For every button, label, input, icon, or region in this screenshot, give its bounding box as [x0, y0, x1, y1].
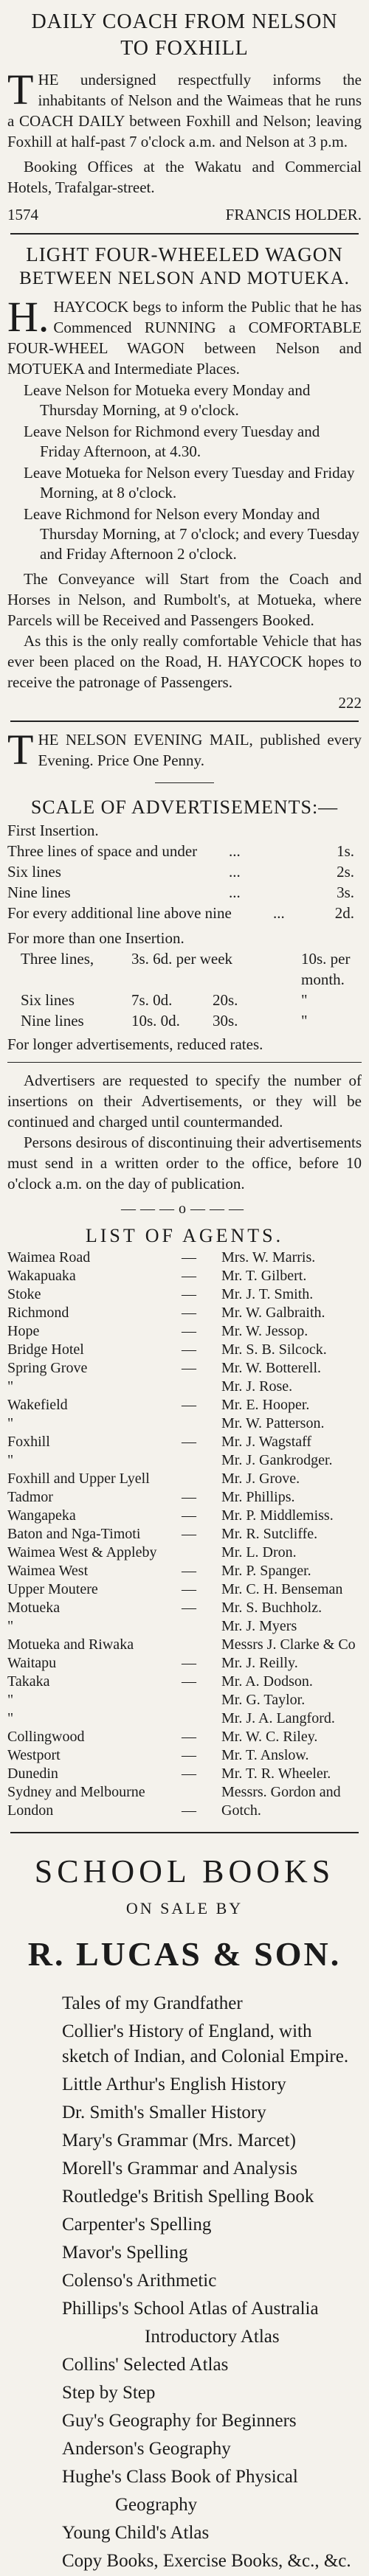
- wagon-dropcap: H.: [7, 293, 49, 341]
- agent-row: [7, 1617, 362, 1636]
- agent-place: Foxhill and Upper Lyell: [7, 1471, 150, 1487]
- agent-dash: —: [182, 1489, 196, 1505]
- longer-ads-note: For longer advertisements, reduced rates.: [7, 1035, 263, 1053]
- book-item: Carpenter's Spelling: [62, 2215, 212, 2235]
- agent-row: [7, 1654, 362, 1673]
- monthly-lines: Three lines,: [21, 950, 94, 968]
- seller-name: R. LUCAS & SON.: [27, 1935, 342, 1973]
- agent-name: Mr. J. Grove.: [221, 1471, 300, 1487]
- agent-row: [7, 1433, 362, 1451]
- agent-name: Mr. J. Rose.: [221, 1378, 293, 1395]
- agent-name: Mr. P. Spanger.: [221, 1563, 311, 1579]
- agent-dash: —: [182, 1673, 196, 1690]
- wagon-ref: 222: [338, 694, 362, 712]
- agent-dash: [182, 1636, 221, 1654]
- agent-place: Foxhill: [7, 1434, 50, 1450]
- agent-dash: —: [182, 1305, 196, 1321]
- agent-dash: —: [182, 1507, 196, 1524]
- book-item: Anderson's Geography: [62, 2439, 231, 2459]
- rate-row: [7, 903, 362, 923]
- agent-place: Waimea West: [7, 1563, 89, 1579]
- agent-row: [7, 1783, 362, 1802]
- agents-table: [7, 1249, 362, 1820]
- agent-dash: [182, 1617, 221, 1636]
- book-item: Collins' Selected Atlas: [62, 2355, 229, 2375]
- book-item: Copy Books, Exercise Books, &c., &c.: [62, 2551, 351, 2571]
- agent-name: Mr. W. Galbraith.: [221, 1305, 325, 1321]
- book-item: Phillips's School Atlas of Australia: [62, 2299, 319, 2319]
- agent-row: [7, 1341, 362, 1359]
- book-item: Colenso's Arithmetic: [62, 2271, 217, 2291]
- coach-booking: Booking Offices at the Wakatu and Commercial Hotels, Trafalgar-street.: [7, 158, 362, 196]
- rate-price: 3s.: [337, 883, 354, 901]
- agent-dash: —: [182, 1563, 196, 1579]
- agent-row: [7, 1322, 362, 1341]
- agent-name: Mr. S. B. Silcock.: [221, 1341, 327, 1358]
- rate-row: [7, 882, 362, 903]
- agents-title: LIST OF AGENTS.: [85, 1225, 284, 1246]
- mail-body: [7, 726, 362, 774]
- monthly-week: 10s. 0d.: [131, 1012, 180, 1030]
- newspaper-column: [0, 9, 369, 2574]
- agent-dash: —: [182, 1360, 196, 1376]
- more-than-one-heading: For more than one Insertion.: [7, 929, 184, 947]
- agent-row: [7, 1249, 362, 1267]
- book-item: Tales of my Grandfather: [62, 1993, 243, 2013]
- agent-place: Richmond: [7, 1305, 69, 1321]
- agent-place: ": [7, 1415, 14, 1431]
- agent-name: Mr. S. Buchholz.: [221, 1600, 323, 1616]
- agent-dash: —: [182, 1581, 196, 1597]
- agent-name: Mr. W. C. Riley.: [221, 1729, 318, 1745]
- coach-subtitle: TO FOXHILL: [120, 37, 249, 60]
- agent-place: Motueka and Riwaka: [7, 1636, 134, 1653]
- agent-place: Hope: [7, 1323, 40, 1339]
- short-divider: [155, 782, 214, 783]
- book-item: Collier's History of England, with sketch of Indian, and Colonial Empire.: [62, 2021, 349, 2066]
- agent-dash: —: [182, 1434, 196, 1450]
- agent-name: Mr. C. H. Benseman: [221, 1581, 343, 1597]
- agent-dash: —: [182, 1249, 196, 1266]
- book-item: Mary's Grammar (Mrs. Marcet): [62, 2131, 296, 2150]
- monthly-lines: Nine lines: [21, 1012, 84, 1030]
- agent-place: Wakapuaka: [7, 1268, 76, 1284]
- wagon-schedule: [7, 381, 362, 564]
- agent-row: [7, 1728, 362, 1746]
- agent-name: Gotch.: [221, 1802, 261, 1819]
- coach-ref: 1574: [7, 206, 38, 223]
- agent-dash: [182, 1451, 221, 1470]
- ditto-mark: ": [301, 1012, 308, 1030]
- book-item: Morell's Grammar and Analysis: [62, 2159, 298, 2179]
- agent-name: Mr. W. Botterell.: [221, 1360, 321, 1376]
- agent-name: Mr. R. Sutcliffe.: [221, 1526, 318, 1542]
- agent-dash: [182, 1378, 221, 1396]
- scale-of-advertisements: [7, 795, 362, 1194]
- agent-name: Mr. J. A. Langford.: [221, 1710, 335, 1726]
- agent-dash: [182, 1783, 221, 1802]
- agent-name: Mr. E. Hooper.: [221, 1397, 310, 1413]
- rate-label: Three lines of space and under: [7, 842, 198, 860]
- monthly-week: 3s. 6d. per week: [131, 950, 233, 968]
- divider: [10, 1832, 359, 1833]
- book-item: Routledge's British Spelling Book: [62, 2187, 314, 2207]
- agent-place: Bridge Hotel: [7, 1341, 84, 1358]
- monthly-rate-table: [7, 948, 362, 1031]
- agent-dash: —: [182, 1766, 196, 1782]
- agent-row: [7, 1525, 362, 1544]
- agent-name: Mr. W. Jessop.: [221, 1323, 308, 1339]
- agent-dash: —: [182, 1526, 196, 1542]
- agent-dash: [182, 1470, 221, 1488]
- schedule-item: Leave Motueka for Nelson every Tuesday and Friday Morning, at 8 o'clock.: [24, 464, 355, 501]
- monthly-row: [7, 1010, 362, 1031]
- coach-dropcap: T: [7, 66, 34, 114]
- ornament: ———o———: [121, 1201, 248, 1217]
- book-item: Dr. Smith's Smaller History: [62, 2103, 266, 2122]
- wagon-subtitle: BETWEEN NELSON AND MOTUEKA.: [19, 268, 350, 288]
- agent-name: Mrs. W. Marris.: [221, 1249, 316, 1266]
- agent-row: [7, 1285, 362, 1304]
- agent-row: [7, 1765, 362, 1783]
- agent-row: [7, 1378, 362, 1396]
- mail-notice: [7, 726, 362, 774]
- agent-place: Wakefield: [7, 1397, 68, 1413]
- agent-name: Mr. L. Dron.: [221, 1544, 297, 1560]
- agent-name: Mr. W. Patterson.: [221, 1415, 325, 1431]
- wagon-conveyance: The Conveyance will Start from the Coach and Horses in Nelson, and Rumbolt's, at Motueka, where Parcels will be Received and Passengers Booked.: [7, 570, 362, 629]
- agent-dash: —: [182, 1747, 196, 1763]
- coach-footer: [7, 204, 362, 226]
- rate-dots: ...: [229, 842, 241, 860]
- agent-place: ": [7, 1710, 14, 1726]
- rate-row: [7, 861, 362, 882]
- agent-name: Mr. T. Anslow.: [221, 1747, 309, 1763]
- agent-row: [7, 1673, 362, 1691]
- coach-advertisement: [7, 9, 362, 226]
- wagon-intro: [7, 293, 362, 379]
- agent-row: [7, 1580, 362, 1599]
- agent-dash: [182, 1691, 221, 1709]
- agent-name: Messrs J. Clarke & Co: [221, 1636, 356, 1653]
- schedule-item: Leave Nelson for Motueka every Monday and Thursday Morning, at 9 o'clock.: [24, 381, 311, 419]
- agent-place: Tadmor: [7, 1489, 53, 1505]
- school-title: SCHOOL BOOKS: [34, 1853, 335, 1889]
- coach-body: [7, 66, 362, 152]
- mail-body-text: HE NELSON EVENING MAIL, published every Evening. Price One Penny.: [38, 731, 362, 769]
- wagon-title: LIGHT FOUR-WHEELED WAGON: [26, 243, 343, 265]
- agent-dash: —: [182, 1729, 196, 1745]
- school-books-advertisement: [7, 1851, 362, 2574]
- agent-place: Waimea West & Appleby: [7, 1544, 157, 1560]
- agent-place: Takaka: [7, 1673, 50, 1690]
- agent-place: ": [7, 1378, 14, 1395]
- agent-row: [7, 1414, 362, 1433]
- agent-name: Mr. T. R. Wheeler.: [221, 1766, 331, 1782]
- agent-dash: —: [182, 1268, 196, 1284]
- agent-row: [7, 1470, 362, 1488]
- agent-place: ": [7, 1692, 14, 1708]
- agent-row: [7, 1488, 362, 1507]
- monthly-month: 20s.: [213, 991, 238, 1009]
- monthly-row: [7, 990, 362, 1010]
- book-item: Guy's Geography for Beginners: [62, 2411, 297, 2431]
- book-item: Step by Step: [62, 2383, 156, 2403]
- agent-place: Stoke: [7, 1286, 41, 1302]
- agent-place: Waitapu: [7, 1655, 57, 1671]
- agent-row: [7, 1599, 362, 1617]
- monthly-month: 10s. per month.: [301, 950, 351, 988]
- discontinue-note: Persons desirous of discontinuing their advertisements must send in a written order to the office, before 10 o'clock a.m. on the day of publication.: [7, 1133, 362, 1192]
- divider: [7, 1062, 362, 1063]
- agent-row: [7, 1636, 362, 1654]
- book-item: Mavor's Spelling: [62, 2243, 188, 2263]
- advertiser-note: Advertisers are requested to specify the number of insertions on their Advertisements, or they will be continued and charged until countermanded.: [7, 1072, 362, 1131]
- book-item: Geography: [115, 2495, 198, 2515]
- agent-place: Spring Grove: [7, 1360, 88, 1376]
- divider: [10, 721, 359, 722]
- monthly-row: [7, 948, 362, 990]
- monthly-month: 30s.: [213, 1012, 238, 1030]
- rate-dots: ...: [229, 883, 241, 901]
- agent-name: Mr. Phillips.: [221, 1489, 295, 1505]
- book-item: Hughe's Class Book of Physical: [62, 2467, 298, 2487]
- agent-row: [7, 1709, 362, 1728]
- agent-dash: —: [182, 1397, 196, 1413]
- agent-place: London: [7, 1802, 54, 1819]
- book-list: [7, 1991, 362, 2574]
- coach-signature: FRANCIS HOLDER.: [225, 206, 362, 223]
- agent-name: Mr. T. Gilbert.: [221, 1268, 307, 1284]
- book-item: Young Child's Atlas: [62, 2523, 210, 2543]
- agent-place: Motueka: [7, 1600, 61, 1616]
- book-item: Introductory Atlas: [145, 2327, 280, 2347]
- agent-place: Sydney and Melbourne: [7, 1784, 145, 1800]
- first-insertion-heading: First Insertion.: [7, 822, 99, 839]
- agent-row: [7, 1746, 362, 1765]
- agent-dash: —: [182, 1655, 196, 1671]
- rate-label: Six lines: [7, 863, 61, 881]
- agent-place: ": [7, 1452, 14, 1468]
- agent-name: Mr. J. Gankrodger.: [221, 1452, 333, 1468]
- agent-place: Dunedin: [7, 1766, 58, 1782]
- coach-body-text: HE undersigned respectfully informs the inhabitants of Nelson and the Waimeas that he runs a COACH DAILY between Foxhill and Nelson; leaving Foxhill at half-past 7 o'clock a.m. and Nelson at 3 p.m.: [7, 71, 362, 150]
- agent-place: Westport: [7, 1747, 61, 1763]
- agent-row: [7, 1267, 362, 1285]
- agent-dash: —: [182, 1286, 196, 1302]
- wagon-intro-text: HAYCOCK begs to inform the Public that he has Commenced RUNNING a COMFORTABLE FOUR-WHEEL WAGON between Nelson and MOTUEKA and Intermediate Places.: [7, 298, 362, 378]
- agent-row: [7, 1691, 362, 1709]
- agent-dash: —: [182, 1341, 196, 1358]
- agent-place: Collingwood: [7, 1729, 85, 1745]
- agent-dash: [182, 1544, 221, 1562]
- rate-dots: ...: [229, 863, 241, 881]
- agent-place: Baton and Nga-Timoti: [7, 1526, 141, 1542]
- agents-list: [7, 1200, 362, 1820]
- school-subtitle: ON SALE BY: [125, 1899, 244, 1917]
- coach-title: DAILY COACH FROM NELSON: [31, 10, 338, 33]
- ditto-mark: ": [301, 991, 308, 1009]
- agent-row: [7, 1507, 362, 1525]
- agent-row: [7, 1451, 362, 1470]
- agent-name: Messrs. Gordon and: [221, 1784, 341, 1800]
- agent-place: Upper Moutere: [7, 1581, 98, 1597]
- agent-dash: [182, 1414, 221, 1433]
- rate-label: Nine lines: [7, 883, 71, 901]
- agent-row: [7, 1544, 362, 1562]
- agent-name: Mr. J. T. Smith.: [221, 1286, 314, 1302]
- agent-dash: —: [182, 1600, 196, 1616]
- monthly-week: 7s. 0d.: [131, 991, 173, 1009]
- wagon-closing: As this is the only really comfortable Vehicle that has ever been placed on the Road, H. HAYCOCK hopes to receive the patronage of Passengers.: [7, 632, 362, 691]
- agent-name: Mr. J. Reilly.: [221, 1655, 298, 1671]
- rate-price: 1s.: [337, 842, 354, 860]
- monthly-lines: Six lines: [21, 991, 75, 1009]
- agent-place: ": [7, 1618, 14, 1634]
- book-item: Little Arthur's English History: [62, 2075, 286, 2094]
- agent-place: Waimea Road: [7, 1249, 91, 1266]
- schedule-item: Leave Nelson for Richmond every Tuesday and Friday Afternoon, at 4.30.: [24, 423, 320, 460]
- rate-row: [7, 841, 362, 861]
- agent-dash: [182, 1709, 221, 1728]
- agent-name: Mr. A. Dodson.: [221, 1673, 313, 1690]
- schedule-item: Leave Richmond for Nelson every Monday and Thursday Morning, at 7 o'clock; and every Tuesday and Friday Afternoon 2 o'clock.: [24, 505, 360, 563]
- agent-name: Mr. G. Taylor.: [221, 1692, 306, 1708]
- rate-price: 2d.: [334, 904, 354, 922]
- agent-dash: —: [182, 1802, 196, 1819]
- agent-name: Mr. J. Myers: [221, 1618, 297, 1634]
- agent-row: [7, 1802, 362, 1820]
- rate-dots: ...: [273, 904, 285, 922]
- agent-row: [7, 1562, 362, 1580]
- agent-name: Mr. P. Middlemiss.: [221, 1507, 334, 1524]
- rate-price: 2s.: [337, 863, 354, 881]
- agent-dash: —: [182, 1323, 196, 1339]
- scale-title: SCALE OF ADVERTISEMENTS:—: [30, 796, 339, 818]
- agent-name: Mr. J. Wagstaff: [221, 1434, 312, 1450]
- mail-dropcap: T: [7, 726, 34, 774]
- agent-row: [7, 1396, 362, 1414]
- divider: [10, 233, 359, 235]
- agent-place: Wangapeka: [7, 1507, 76, 1524]
- agent-row: [7, 1304, 362, 1322]
- rate-label: For every additional line above nine: [7, 904, 232, 922]
- rate-table: [7, 841, 362, 923]
- wagon-advertisement: [7, 242, 362, 713]
- agent-row: [7, 1359, 362, 1378]
